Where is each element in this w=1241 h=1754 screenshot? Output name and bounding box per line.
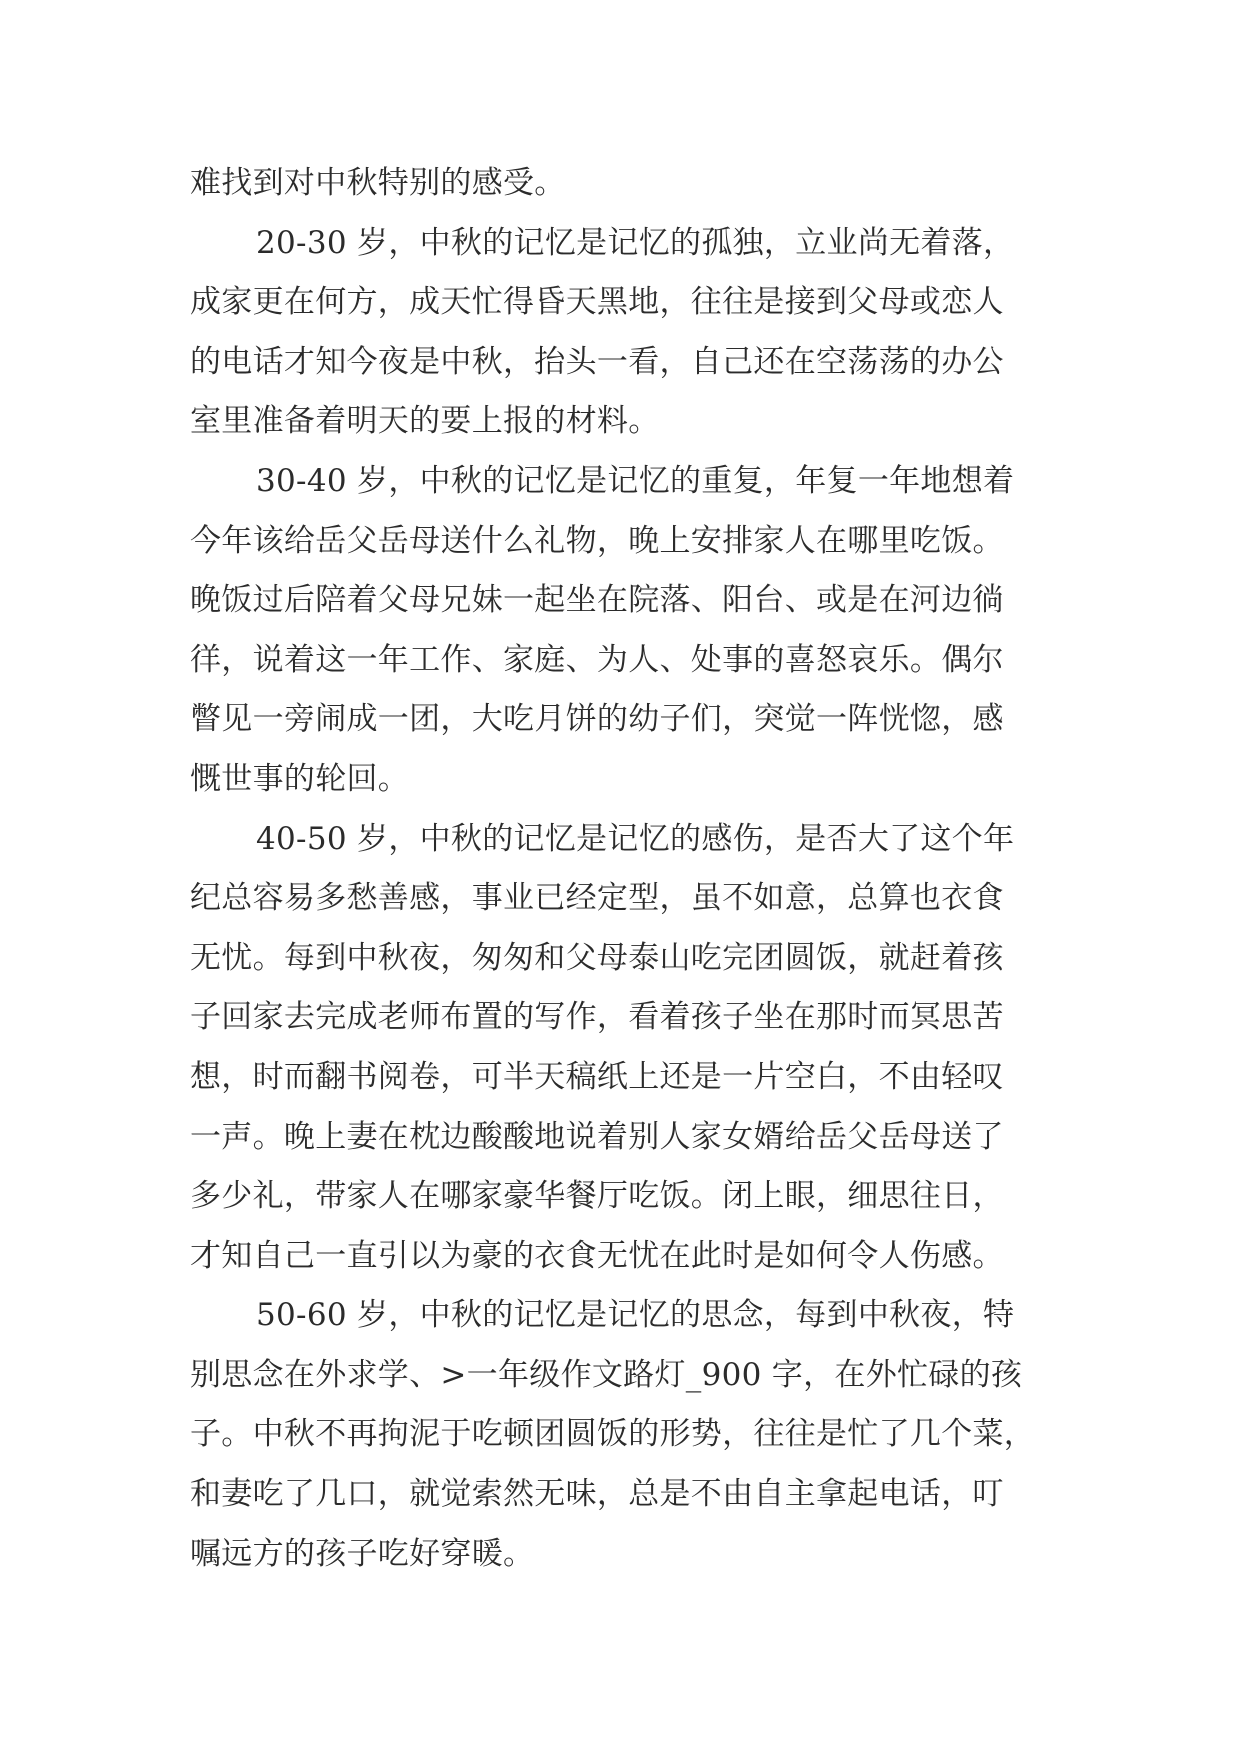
- body-text: [190, 154, 1060, 1584]
- text-line: 慨世事的轮回。: [190, 760, 410, 797]
- text-line: 难找到对中秋特别的感受。: [190, 165, 566, 201]
- paragraph-first-line: 50-60 岁，中秋的记忆是记忆的思念，每到中秋夜，特: [256, 1297, 1015, 1334]
- text-line: 徉，说着这一年工作、家庭、为人、处事的喜怒哀乐。偶尔: [190, 641, 1004, 678]
- text-line: 才知自己一直引以为豪的衣食无忧在此时是如何令人伤感。: [190, 1237, 1004, 1274]
- text-line: 无忧。每到中秋夜，匆匆和父母泰山吃完团圆饭，就赶着孩: [190, 939, 1004, 976]
- paragraph-first-line: 40-50 岁，中秋的记忆是记忆的感伤，是否大了这个年: [256, 820, 1015, 857]
- text-line: 室里准备着明天的要上报的材料。: [190, 403, 660, 440]
- text-line: 嘱远方的孩子吃好穿暖。: [190, 1535, 535, 1572]
- text-line: 别思念在外求学、>一年级作文路灯_900 字，在外忙碌的孩: [190, 1356, 1023, 1393]
- text-line: 想，时而翻书阅卷，可半天稿纸上还是一片空白，不由轻叹: [190, 1058, 1004, 1095]
- paragraph-first-line: 20-30 岁，中秋的记忆是记忆的孤独，立业尚无着落，: [256, 224, 1015, 261]
- text-line: 纪总容易多愁善感，事业已经定型，虽不如意，总算也衣食: [190, 880, 1004, 917]
- text-line: 子回家去完成老师布置的写作，看着孩子坐在那时而冥思苦: [190, 999, 1004, 1036]
- text-line: 瞥见一旁闹成一团，大吃月饼的幼子们，突觉一阵恍惚，感: [190, 701, 1004, 738]
- text-line: 子。中秋不再拘泥于吃顿团圆饭的形势，往往是忙了几个菜，: [190, 1416, 1036, 1453]
- text-line: 和妻吃了几口，就觉索然无味，总是不由自主拿起电话，叮: [190, 1476, 1004, 1513]
- text-line: 的电话才知今夜是中秋，抬头一看，自己还在空荡荡的办公: [190, 343, 1004, 380]
- text-line: 多少礼，带家人在哪家豪华餐厅吃饭。闭上眼，细思往日，: [190, 1178, 1004, 1215]
- paragraph-first-line: 30-40 岁，中秋的记忆是记忆的重复，年复一年地想着: [256, 462, 1015, 499]
- text-line: 一声。晚上妻在枕边酸酸地说着别人家女婿给岳父岳母送了: [190, 1118, 1004, 1155]
- text-line: 今年该给岳父岳母送什么礼物，晚上安排家人在哪里吃饭。: [190, 522, 1004, 559]
- text-line: 成家更在何方，成天忙得昏天黑地，往往是接到父母或恋人: [190, 284, 1004, 321]
- text-line: 晚饭过后陪着父母兄妹一起坐在院落、阳台、或是在河边徜: [190, 582, 1004, 619]
